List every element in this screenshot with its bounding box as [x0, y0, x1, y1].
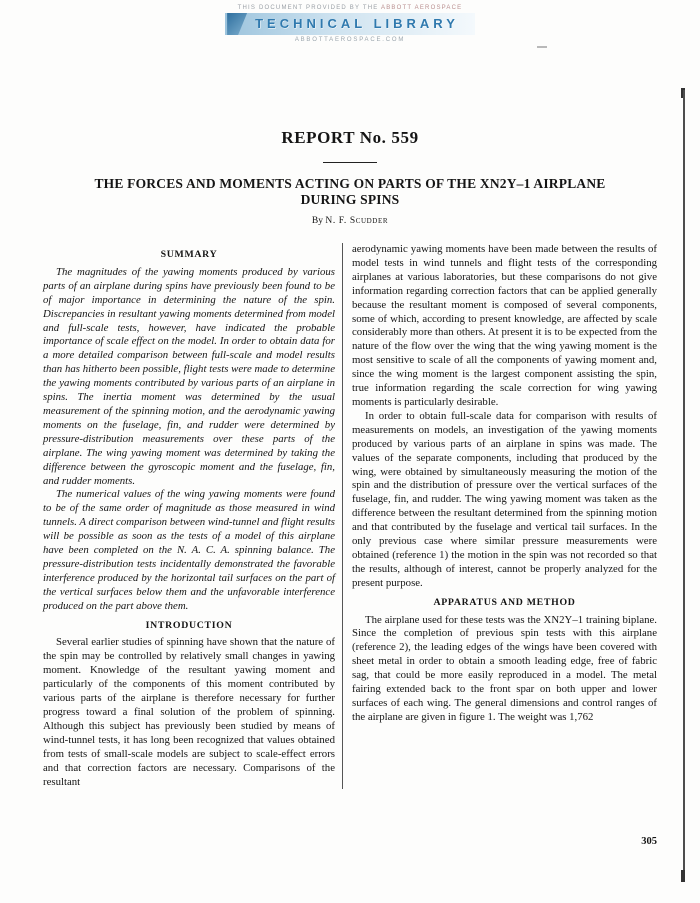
introduction-paragraph-1: Several earlier studies of spinning have shown that the nature of the spin may be controlled by relatively small changes in yawing moment. Knowledge of the resultant yawing moment and particularly of the components of this moment contributed by various parts of the airplane is therefore necessary for further progress toward a final solution of the problem of spinning. Although this subject has previously been studied by means of wind-tunnel tests, it has long been recognized that values obtained from tests of small-scale models are subject to scale-effect errors and that correction factors are necessary. Comparisons of the resultant — [43, 636, 335, 788]
summary-heading: SUMMARY — [160, 249, 218, 260]
report-title-line1: THE FORCES AND MOMENTS ACTING ON PARTS OF THE XN2Y–1 AIRPLANE — [94, 176, 606, 191]
body-columns — [43, 243, 657, 789]
report-title — [0, 176, 700, 208]
scan-artifact-tick-bottom — [681, 870, 685, 882]
provided-by-brand: ABBOTT AEROSPACE — [381, 5, 463, 11]
provided-by-line — [0, 5, 700, 11]
report-title-line2: DURING SPINS — [300, 192, 400, 207]
right-column — [343, 243, 657, 789]
continuation-paragraph: aerodynamic yawing moments have been made between the results of model tests in wind tunnels and flight tests of the corresponding airplanes at various laboratories, but these comparisons do not give information regarding correction factors that can be applied generally because the resultant moment is composed of several components, some of which, according to present knowledge, are affected by scale considerably more than others. At present it is to be expected from the nature of the flow over the wing that the wing yawing moment is the most sensitive to scale of all the components of yawing moment and, since the wing moment is the largest component assisting the spin, true information regarding the scale correction for wing yawing moments is particularly desirable. — [352, 243, 657, 408]
byline-by: By — [311, 216, 323, 226]
library-logo-icon — [227, 13, 247, 35]
apparatus-paragraph-1: The airplane used for these tests was the XN2Y–1 training biplane. Since the completion of previous spin tests with this airplane (reference 2), the leading edges of the wings have been covered with sheet metal in order to obtain a smooth leading edge, free of fabric sag, that could be more easily reproduced in a model. The metal fairing extended back to the front spar on both upper and lower surfaces of each wing. The general dimensions and control ranges of the airplane are given in figure 1. The weight was 1,762 — [352, 613, 657, 723]
page-number: 305 — [641, 836, 657, 847]
library-watermark — [0, 5, 700, 43]
author-name: N. F. Scudder — [325, 216, 389, 226]
provided-by-prefix: THIS DOCUMENT PROVIDED BY THE — [237, 5, 379, 11]
apparatus-heading: APPARATUS AND METHOD — [433, 596, 576, 608]
library-website: ABBOTTAEROSPACE.COM — [294, 37, 406, 43]
scan-artifact-dash — [537, 46, 547, 48]
summary-paragraph-1: The magnitudes of the yawing moments produced by various parts of an airplane during spins have previously been found to be of major importance in determining the nature of the spin. Discrepancies in resultant yawing moments determined from model and full-scale tests, however, have indicated the probable importance of scale effect on the model. In order to obtain data for a more detailed comparison between full-scale and model results than has hitherto been possible, flight tests were made to determine the yawing moments contributed by various parts of an airplane in spins. The inertia moment was determined by the usual measurement of the spinning motion, and the aerodynamic yawing moments on the fuselage, fin, and rudder were determined by pressure-distribution measurements over these parts of the airplane. The wing yawing moment was determined by taking the difference between the gyroscopic moment and the fuselage, fin, and rudder moments. — [43, 265, 335, 487]
full-scale-data-paragraph: In order to obtain full-scale data for comparison with results of measurements on models, an investigation of the yawing moments produced by various parts of an airplane in spins was made. The values of the separate components, including that produced by the wing, were obtained by simultaneously measuring the motion of the spin and the distribution of pressure over the vertical surfaces of the fuselage, fin, and rudder. The wing yawing moment was taken as the difference between the resultant determined from the spinning motion and that contributed by the fuselage and vertical tail surfaces. In the only previous case where similar pressure measurements were obtained (reference 1) the motion in the spin was not recorded so that the results, although of interest, cannot be properly analyzed for the present purpose. — [352, 409, 657, 589]
left-column — [43, 243, 342, 789]
report-number: REPORT No. 559 — [281, 128, 419, 147]
introduction-heading: INTRODUCTION — [145, 619, 233, 631]
title-rule-divider — [323, 162, 377, 163]
technical-library-banner — [225, 13, 475, 35]
summary-paragraph-2: The numerical values of the wing yawing moments were found to be of the same order of magnitude as those measured in wind tunnels. A direct comparison between wind-tunnel and flight results will be possible as soon as the tests of a model of this airplane have been completed on the N. A. C. A. spinning balance. The pressure-distribution tests incidentally demonstrated the favorable interference produced by the horizontal tail surfaces on the part of the vertical surfaces below them and the unfavorable interference produced on the part above them. — [43, 488, 335, 612]
library-title: TECHNICAL LIBRARY — [255, 16, 459, 31]
byline — [0, 216, 700, 226]
